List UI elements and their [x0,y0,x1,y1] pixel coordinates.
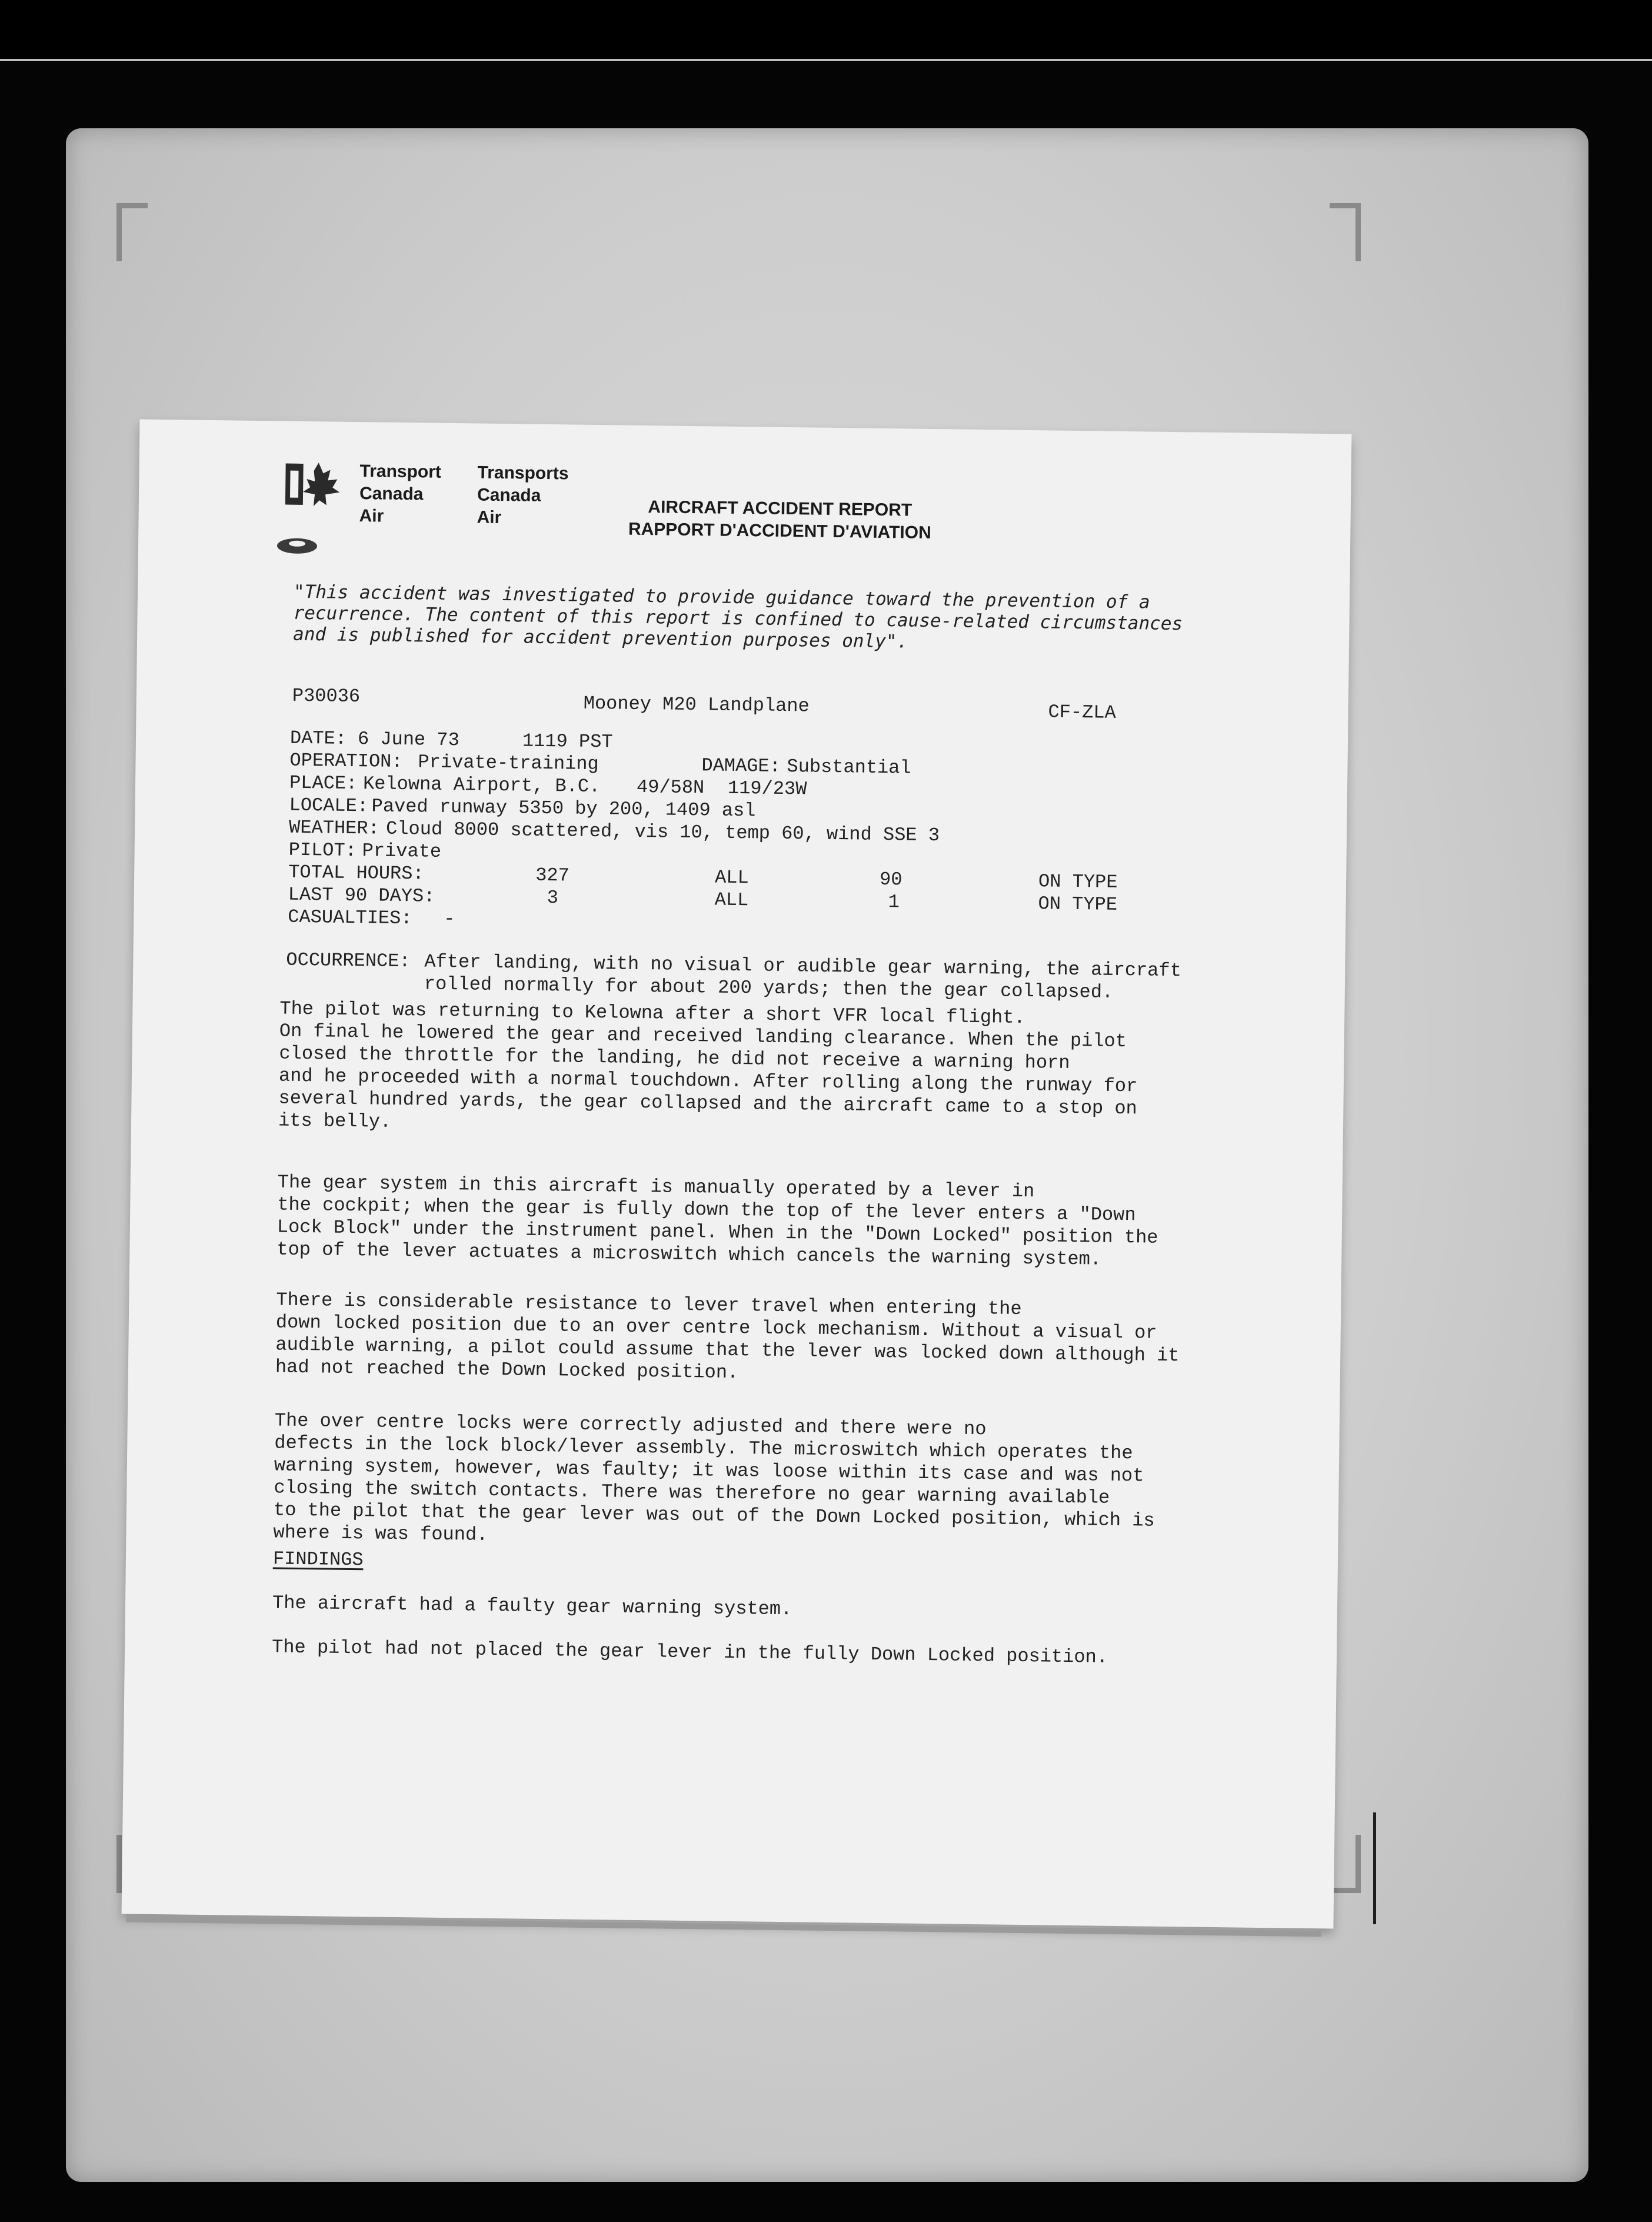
agency-name-english [359,460,441,528]
longitude-value: 119/23W [727,777,807,800]
report-fields [288,727,1118,930]
place-label: PLACE: [289,771,358,795]
last-90-days-all-value: 3 [547,887,559,909]
agency-fr-line-2: Canada [477,485,541,505]
disclaimer-text: "This accident was investigated to provide guidance toward the prevention of a recurrence. The content of this report is confined to cause-related circumstances and is published for accident prevention purposes only". [292,581,1183,653]
agency-name-french [477,462,568,530]
damage-value: Substantial [787,755,911,779]
weather-label: WEATHER: [288,816,379,840]
canada-logo-icon [283,457,348,511]
total-hours-type-value: 90 [879,868,902,891]
locale-value: Paved runway 5350 by 200, 1409 asl [371,795,756,822]
agency-en-line-3: Air [359,506,384,526]
agency-fr-line-3: Air [477,507,502,528]
agency-en-line-1: Transport [359,461,442,482]
narrative-paragraph: The pilot was returning to Kelowna after a short VFR local flight. On final he lowered the gear and received landing clearance. When the pilot closed the throttle for the landing, he did not receive a warning horn and he proceeded with a normal touchdown. After rolling along the runway for several hundred yards, the gear collapsed and the aircraft came to a stop on its belly. [278,997,1138,1133]
narrative-paragraph: The gear system in this aircraft is manually operated by a lever in the cockpit; when the gear is fully down the top of the lever enters a "Down Lock Block" under the instrument panel. When in the "Down Locked" position the top of the lever actuates a microswitch which cancels the warning system. [277,1171,1158,1270]
agency-fr-line-1: Transports [477,463,569,484]
total-hours-type-label: ON TYPE [1038,870,1118,893]
aircraft-registration: CF-ZLA [1048,701,1117,724]
narrative-paragraph: The over centre locks were correctly adjusted and there were no defects in the lock block/lever assembly. The microswitch which operates the warning system, however, was faulty; it was loose within its case and was not closing the switch contacts. There was therefore no gear warning available to the pilot that the gear lever was out of the Down Locked position, which is where is was found. [273,1409,1155,1546]
place-value: Kelowna Airport, B.C. [362,773,601,798]
findings-heading: FINDINGS [272,1548,364,1571]
film-top-rule [0,59,1652,61]
ink-blot-icon [274,533,321,556]
report-title [574,495,986,545]
occurrence-label: OCCURRENCE: [286,949,411,973]
damage-label: DAMAGE: [701,754,781,777]
date-value: 6 June 73 [357,728,460,751]
total-hours-all-value: 327 [535,864,570,887]
total-hours-all-label: ALL [714,866,749,889]
report-page [122,420,1352,1929]
operation-label: OPERATION: [289,749,403,773]
last-90-days-type-label: ON TYPE [1038,893,1118,916]
film-top-band [0,0,1652,59]
report-title-english: AIRCRAFT ACCIDENT REPORT [648,497,912,520]
last-90-days-label: LAST 90 DAYS: [288,883,435,907]
finding-item: The pilot had not placed the gear lever in the fully Down Locked position. [271,1636,1108,1668]
pilot-value: Private [362,840,442,863]
operation-value: Private-training [418,751,599,776]
last-90-days-all-label: ALL [714,889,749,912]
crop-mark-top-left [116,203,148,261]
file-number: P30036 [292,684,361,708]
agency-en-line-2: Canada [359,484,424,504]
date-label: DATE: [289,727,347,750]
weather-value: Cloud 8000 scattered, vis 10, temp 60, wind SSE 3 [385,817,940,847]
margin-mark [1373,1812,1376,1924]
finding-item: The aircraft had a faulty gear warning system. [272,1592,792,1621]
crop-mark-top-right [1330,203,1361,261]
total-hours-label: TOTAL HOURS: [288,861,424,885]
latitude-value: 49/58N [636,776,705,799]
pilot-label: PILOT: [288,839,357,862]
aircraft-type: Mooney M20 Landplane [583,692,810,717]
narrative-paragraph: There is considerable resistance to lever travel when entering the down locked position due to an over centre lock mechanism. Without a visual or audible warning, a pilot could assume that the lever was locked down although it had not reached the Down Locked position. [275,1289,1180,1384]
report-title-french: RAPPORT D'ACCIDENT D'AVIATION [628,519,931,543]
occurrence-text: After landing, with no visual or audible gear warning, the aircraft rolled normally for about 200 yards; then the gear collapsed. [424,950,1182,1003]
last-90-days-type-value: 1 [888,891,900,913]
casualties-value: - [444,907,455,930]
locale-label: LOCALE: [289,794,369,817]
casualties-label: CASUALTIES: [288,906,412,930]
time-value: 1119 PST [522,730,613,753]
